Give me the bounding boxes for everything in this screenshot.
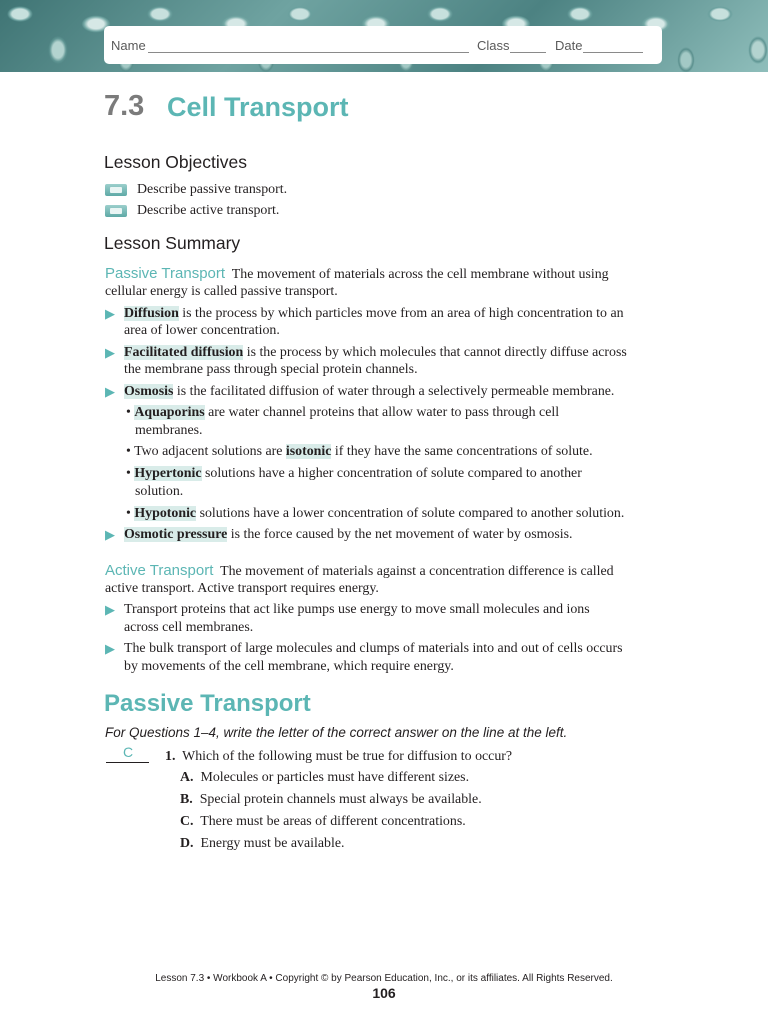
active-point-1-line2: across cell membranes. <box>124 620 254 635</box>
active-point-2: The bulk transport of large molecules and clumps of materials into and out of cells occurs <box>124 641 623 656</box>
option-letter: B. <box>180 792 193 807</box>
bullet-dot: • <box>126 444 131 459</box>
instructions: For Questions 1–4, write the letter of the correct answer on the line at the left. <box>105 725 568 740</box>
copyright-footer: Lesson 7.3 • Workbook A • Copyright © by Pearson Education, Inc., or its affiliates. All Rights Reserved. <box>155 973 613 984</box>
active-intro-line2: active transport. Active transport requires energy. <box>105 581 379 596</box>
class-label: Class <box>477 38 510 53</box>
isotonic-point <box>126 443 593 461</box>
active-intro <box>105 562 614 581</box>
option-letter: D. <box>180 836 194 851</box>
facilitated-text: is the process by which molecules that cannot directly diffuse across <box>243 345 627 360</box>
diffusion-text: is the process by which particles move from an area of high concentration to an <box>178 306 624 321</box>
lesson-number: 7.3 <box>104 90 145 122</box>
hypertonic-point <box>126 465 582 483</box>
name-label: Name <box>111 38 146 53</box>
hypotonic-text: solutions have a lower concentration of solute compared to another solution. <box>196 506 625 521</box>
question-text: Which of the following must be true for diffusion to occur? <box>182 749 513 764</box>
term-facilitated-diffusion: Facilitated diffusion <box>124 345 244 360</box>
diffusion-point <box>124 305 624 323</box>
active-point-2-line2: by movements of the cell membrane, which require energy. <box>124 659 454 674</box>
term-osmosis: Osmosis <box>124 384 174 399</box>
question-number: 1. <box>165 749 176 764</box>
section-heading: Passive Transport <box>104 690 311 717</box>
option-text: Special protein channels must always be available. <box>199 792 482 807</box>
diffusion-line2: area of lower concentration. <box>124 323 280 338</box>
option-a <box>180 769 469 787</box>
aquaporins-text: are water channel proteins that allow water to pass through cell <box>204 405 560 420</box>
osmosis-text: is the facilitated diffusion of water through a selectively permeable membrane. <box>173 384 615 399</box>
objectives-heading: Lesson Objectives <box>104 152 247 172</box>
facilitated-point <box>124 344 627 362</box>
answer-value[interactable]: C <box>123 744 134 760</box>
term-hypertonic: Hypertonic <box>134 466 202 481</box>
term-hypotonic: Hypotonic <box>134 506 197 521</box>
hypertonic-text: solutions have a higher concentration of solute compared to another <box>201 466 582 481</box>
name-line[interactable] <box>148 52 469 53</box>
option-c <box>180 813 466 831</box>
name-class-date-bar <box>104 26 662 64</box>
option-text: There must be areas of different concentrations. <box>200 814 466 829</box>
bullet-dot: • <box>126 466 131 481</box>
arrow-bullet-icon: ▶ <box>105 602 115 617</box>
facilitated-line2: the membrane pass through special protein channels. <box>124 362 418 377</box>
passive-intro-line2: cellular energy is called passive transport. <box>105 284 338 299</box>
objective-item: Describe active transport. <box>137 203 280 218</box>
option-b <box>180 791 482 809</box>
active-transport-label: Active Transport <box>105 562 214 579</box>
page-number: 106 <box>372 985 396 1001</box>
term-osmotic-pressure: Osmotic pressure <box>124 527 228 542</box>
arrow-bullet-icon: ▶ <box>105 345 115 360</box>
osmosis-point <box>124 383 614 401</box>
arrow-bullet-icon: ▶ <box>105 641 115 656</box>
passive-transport-label: Passive Transport <box>105 265 226 282</box>
objective-icon <box>105 205 127 217</box>
passive-intro-text: The movement of materials across the cell membrane without using <box>231 267 609 282</box>
option-letter: A. <box>180 770 194 785</box>
objective-icon <box>105 184 127 196</box>
option-letter: C. <box>180 814 194 829</box>
date-label: Date <box>555 38 583 53</box>
lesson-title: Cell Transport <box>167 92 349 122</box>
option-text: Molecules or particles must have different sizes. <box>200 770 470 785</box>
option-text: Energy must be available. <box>200 836 345 851</box>
arrow-bullet-icon: ▶ <box>105 384 115 399</box>
passive-intro <box>105 265 609 284</box>
question-1 <box>165 748 512 766</box>
objective-item: Describe passive transport. <box>137 182 288 197</box>
isotonic-pre: Two adjacent solutions are <box>134 444 286 459</box>
bullet-dot: • <box>126 506 131 521</box>
arrow-bullet-icon: ▶ <box>105 306 115 321</box>
osmotic-pressure-point <box>124 526 573 544</box>
active-point-1: Transport proteins that act like pumps use energy to move small molecules and ions <box>124 602 590 617</box>
aquaporins-line2: membranes. <box>135 423 203 438</box>
class-line[interactable] <box>510 52 546 53</box>
arrow-bullet-icon: ▶ <box>105 527 115 542</box>
isotonic-text: if they have the same concentrations of solute. <box>331 444 593 459</box>
term-diffusion: Diffusion <box>124 306 179 321</box>
osmotic-pressure-text: is the force caused by the net movement of water by osmosis. <box>227 527 573 542</box>
summary-heading: Lesson Summary <box>104 233 241 253</box>
active-intro-text: The movement of materials against a concentration difference is called <box>220 564 614 579</box>
term-aquaporins: Aquaporins <box>134 405 205 420</box>
hypertonic-line2: solution. <box>135 484 184 499</box>
date-line[interactable] <box>583 52 643 53</box>
option-d <box>180 835 344 853</box>
hypotonic-point <box>126 505 624 523</box>
answer-line[interactable] <box>106 762 149 763</box>
term-isotonic: isotonic <box>285 444 332 459</box>
bullet-dot: • <box>126 405 131 420</box>
aquaporins-point <box>126 404 559 422</box>
